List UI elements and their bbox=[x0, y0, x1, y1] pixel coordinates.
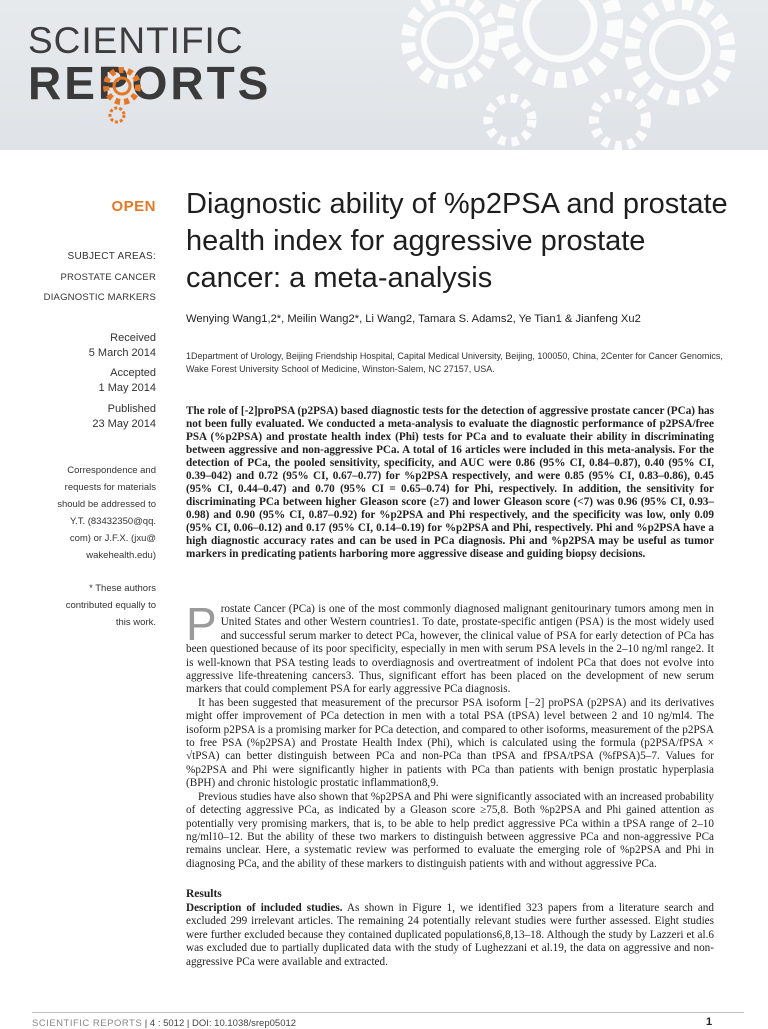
footer-divider bbox=[32, 1012, 744, 1013]
equal-contribution-note: * These authors contributed equally to this work. bbox=[65, 583, 156, 628]
accepted-date: 1 May 2014 bbox=[98, 382, 156, 394]
subject-prostate-cancer[interactable]: PROSTATE CANCER bbox=[60, 272, 156, 283]
correspondence-note: Correspondence and requests for materials should be addressed to Y.T. (83432350@qq. com) or J.F.X. (jxu@ wakehealth.edu) bbox=[57, 465, 156, 561]
published-label: Published bbox=[107, 403, 156, 415]
subject-diagnostic-markers[interactable]: DIAGNOSTIC MARKERS bbox=[43, 292, 156, 303]
paragraph-2: It has been suggested that measurement of the precursor PSA isoform [−2] proPSA (p2PSA) and its derivatives might offer improvement of PCa detection in men with a total PSA (tPSA) level between 2 and 10 ng/ml4. The isoform p2PSA is a promising marker for PCa detection, and compared to other isoforms, measurement of the p2PSA to free PSA (%p2PSA) and Prostate Health Index (Phi), which is calculated using the formula (p2PSA/fPSA × √tPSA) can better distinguish between PCa and non-PCa than tPSA and fPSA/tPSA (%fPSA)5–7. Values for %p2PSA and Phi were significantly higher in patients with PCa than patients with benign prostatic hyperplasia (BPH) and chronic histologic prostatic inflammation8,9. bbox=[186, 696, 714, 790]
logo-scientific: SCIENTIFIC bbox=[28, 20, 244, 61]
results-heading: Results bbox=[186, 888, 222, 900]
page-number: 1 bbox=[706, 1016, 713, 1028]
footer-doi[interactable]: | 4 : 5012 | DOI: 10.1038/srep05012 bbox=[142, 1018, 297, 1029]
results-subheading: Description of included studies. bbox=[186, 902, 343, 914]
published-date: 23 May 2014 bbox=[92, 418, 156, 430]
logo-gear-icon bbox=[100, 64, 144, 108]
logo-reports: REPORTS bbox=[28, 57, 272, 109]
open-access-label: OPEN bbox=[111, 198, 156, 215]
subject-areas-heading: SUBJECT AREAS: bbox=[67, 251, 156, 262]
affiliations: 1Department of Urology, Beijing Friendship Hospital, Capital Medical University, Beijing, 100050, China, 2Center for Cancer Genomics, Wake Forest University School of Medicine, Winston-Salem, NC 27157, USA. bbox=[186, 351, 723, 374]
author-list: Wenying Wang1,2*, Meilin Wang2*, Li Wang2, Tamara S. Adams2, Ye Tian1 & Jianfeng Xu2 bbox=[186, 313, 641, 325]
journal-header bbox=[0, 0, 768, 150]
received-label: Received bbox=[110, 332, 156, 344]
paragraph-3: Previous studies have also shown that %p2PSA and Phi were significantly associated with an increased probability of detecting aggressive PCa, as indicated by a Gleason score ≥75,8. Both %p2PSA and Phi gained attention as potentially very promising markers, that is, to be able to help predict aggressive PCa within a tPSA range of 2–10 ng/ml10–12. But the ability of these two markers to distinguish between aggressive PCa and non-aggressive PCa remains unclear. Here, a systematic review was performed to evaluate the emerging role of %p2PSA and Phi in diagnosing PCa, and the ability of these markers to distinguish patients with and without aggressive PCa. bbox=[186, 790, 714, 870]
paragraph-intro: Prostate Cancer (PCa) is one of the most commonly diagnosed malignant genitourinary tumors among men in United States and other Western countries1. To date, prostate-specific antigen (PSA) is the most widely used and successful serum marker to detect PCa, however, the clinical value of PSA for early detection of PCa has been questioned because of its poor specificity, especially in men with serum PSA levels in the 2–10 ng/ml range2. It is well-known that PSA testing leads to overdiagnosis and overtreatment of indolent PCa that does not evolve into aggressive life-threatening cancers3. Thus, significant effort has been placed on the development of new serum markers that could complement PSA for early aggressive PCa diagnosis. bbox=[186, 598, 714, 696]
body-text bbox=[186, 598, 714, 871]
results-paragraph: Description of included studies. As shown in Figure 1, we identified 323 papers from a literature search and excluded 299 irrelevant articles. The remaining 24 potentially relevant studies were further assessed. Eight studies were further excluded because they contained duplicated populations6,8,13–18. Although the study by Lazzeri et al.6 was excluded due to partially duplicated data with the study of Lughezzani et al.19, the data on aggressive and non-aggressive PCa were available and extracted. bbox=[186, 902, 714, 968]
footer-brand: SCIENTIFIC REPORTS bbox=[32, 1018, 143, 1029]
accepted-label: Accepted bbox=[110, 367, 156, 379]
gears-decoration bbox=[360, 0, 768, 150]
dropcap-letter: P bbox=[186, 598, 217, 650]
article-title: Diagnostic ability of %p2PSA and prostate health index for aggressive prostate cancer: a meta-analysis bbox=[186, 188, 728, 294]
logo-small-gear-icon bbox=[106, 104, 128, 126]
abstract: The role of [-2]proPSA (p2PSA) based diagnostic tests for the detection of aggressive prostate cancer (PCa) has not been fully evaluated. We conducted a meta-analysis to evaluate the diagnostic performance of p2PSA/free PSA (%p2PSA) and prostate health index (Phi) tests for PCa and to evaluate their ability in discriminating between aggressive and non-aggressive PCa. A total of 16 articles were included in this meta-analysis. For the detection of PCa, the pooled sensitivity, specificity, and AUC were 0.86 (95% CI, 0.84–0.87), 0.40 (95% CI, 0.39–042) and 0.72 (95% CI, 0.67–0.77) for %p2PSA respectively, and were 0.85 (95% CI, 0.83–0.86), 0.45 (95% CI, 0.44–0.47) and 0.70 (95% CI = 0.65–0.74) for Phi, respectively. In addition, the sensitivity for discriminating PCa between higher Gleason score (≥7) and lower Gleason score (<7) was 0.96 (95% CI, 0.93–0.98) and 0.90 (95% CI, 0.87–0.92) for %p2PSA and Phi respectively, and the specificity was low, only 0.09 (95% CI, 0.06–0.12) and 0.17 (95% CI, 0.14–0.19) for %p2PSA and Phi, respectively. Phi and %p2PSA have a high diagnostic accuracy rates and can be used in PCa diagnosis. Phi and %p2PSA may be useful as tumor markers in predicating patients harboring more aggressive disease and guiding biopsy decisions. bbox=[186, 405, 714, 560]
received-date: 5 March 2014 bbox=[88, 347, 156, 359]
